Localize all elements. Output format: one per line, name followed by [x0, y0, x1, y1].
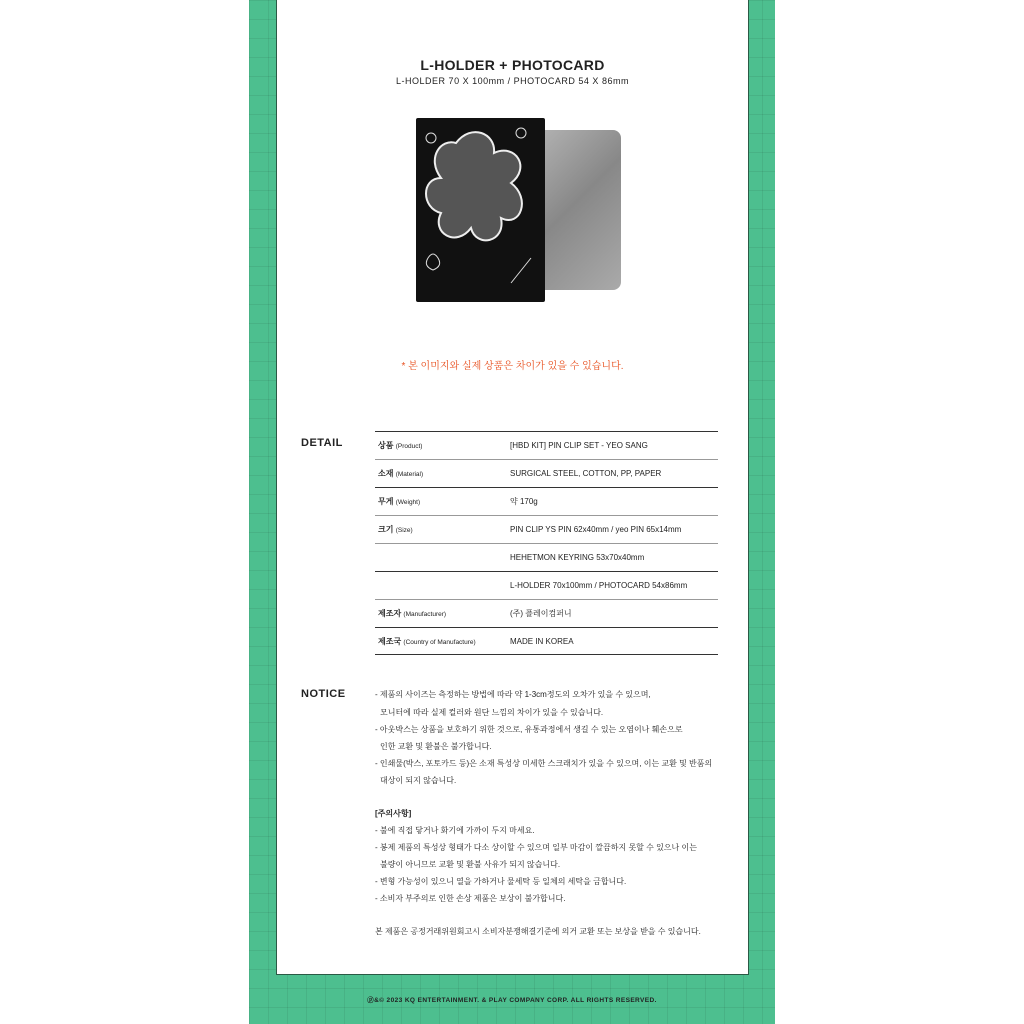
row-key: 제조국 [378, 637, 402, 646]
row-value: 약 170g [510, 497, 538, 506]
notice-line: 모니터에 따라 실제 컬러와 원단 느낌의 차이가 있을 수 있습니다. [380, 708, 604, 717]
row-key: 소재 [378, 469, 394, 478]
row-value: HEHETMON KEYRING 53x70x40mm [510, 553, 645, 562]
notice-line: 인한 교환 및 환불은 불가합니다. [380, 742, 492, 751]
row-key-en: (Material) [395, 471, 424, 478]
table-bottom-border [375, 654, 718, 655]
table-row [375, 515, 718, 543]
table-row [375, 431, 718, 459]
row-key: 제조자 [378, 609, 402, 618]
caution-line: 불량이 아니므로 교환 및 환불 사유가 되지 않습니다. [380, 860, 561, 869]
row-key: 크기 [378, 525, 394, 534]
l-holder-image [416, 118, 545, 302]
row-value: (주) 플레이컴퍼니 [510, 609, 572, 618]
notice-line: - 제품의 사이즈는 측정하는 방법에 따라 약 1-3cm정도의 오차가 있을 수 있으며, [375, 690, 651, 699]
product-title: L-HOLDER + PHOTOCARD [420, 57, 605, 73]
caution-heading: [주의사항] [375, 809, 412, 818]
row-key: 무게 [378, 497, 394, 506]
table-row [375, 599, 718, 627]
row-value: MADE IN KOREA [510, 637, 574, 646]
copyright-footer: ⓟ&© 2023 KQ ENTERTAINMENT. & PLAY COMPANY CORP. ALL RIGHTS RESERVED. [367, 997, 657, 1004]
notice-line: 대상이 되지 않습니다. [380, 776, 457, 785]
row-key: 상품 [378, 441, 394, 450]
detail-heading: DETAIL [301, 437, 343, 449]
row-key-en: (Weight) [395, 499, 421, 506]
table-row [375, 487, 718, 515]
row-value: L-HOLDER 70x100mm / PHOTOCARD 54x86mm [510, 581, 688, 590]
row-key-en: (Country of Manufacture) [403, 639, 476, 646]
row-value: PIN CLIP YS PIN 62x40mm / yeo PIN 65x14mm [510, 525, 682, 534]
product-subtitle: L-HOLDER 70 X 100mm / PHOTOCARD 54 X 86mm [396, 76, 629, 86]
row-key-en: (Product) [395, 443, 423, 450]
notice-heading: NOTICE [301, 688, 346, 700]
row-value: [HBD KIT] PIN CLIP SET - YEO SANG [510, 441, 648, 450]
notice-final: 본 제품은 공정거래위원회고시 소비자분쟁해결기준에 의거 교환 또는 보상을 받을 수 있습니다. [375, 927, 701, 936]
notice-line: - 인쇄물(박스, 포토카드 등)은 소재 특성상 미세한 스크래치가 있을 수 있으며, 이는 교환 및 반품의 [375, 759, 713, 768]
caution-line: - 변형 가능성이 있으니 열을 가하거나 물세탁 등 일체의 세탁을 금합니다. [375, 877, 627, 886]
caution-line: - 소비자 부주의로 인한 손상 제품은 보상이 불가합니다. [375, 894, 566, 903]
table-row [375, 459, 718, 487]
notice-line: - 아웃박스는 상품을 보호하기 위한 것으로, 유통과정에서 생길 수 있는 오염이나 훼손으로 [375, 725, 683, 734]
row-key-en: (Size) [395, 527, 413, 534]
row-key-en: (Manufacturer) [403, 611, 447, 618]
row-value: SURGICAL STEEL, COTTON, PP, PAPER [510, 469, 662, 478]
caution-line: - 봉제 제품의 특성상 형태가 다소 상이할 수 있으며 일부 마감이 깔끔하지 못할 수 있으나 이는 [375, 843, 697, 852]
table-row [375, 571, 718, 599]
table-row [375, 543, 718, 571]
image-disclaimer: * 본 이미지와 실제 상품은 차이가 있을 수 있습니다. [401, 361, 624, 372]
caution-line: - 불에 직접 닿거나 화기에 가까이 두지 마세요. [375, 826, 535, 835]
table-row [375, 627, 718, 655]
